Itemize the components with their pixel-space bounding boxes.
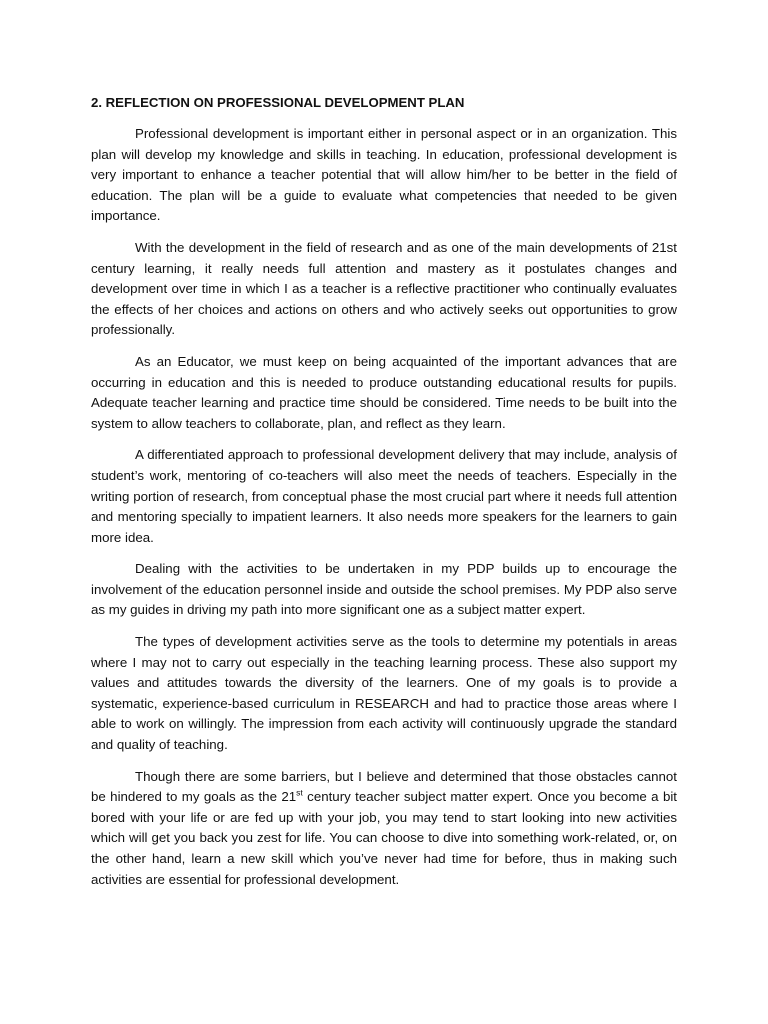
paragraph-5: Dealing with the activities to be undertaken in my PDP builds up to encourage the involvement of the education personnel inside and outside the school premises. My PDP also serve as my guides in driving my path into more significant one as a subject matter expert. <box>91 561 677 618</box>
paragraph-3: As an Educator, we must keep on being acquainted of the important advances that are occurring in education and this is needed to produce outstanding educational results for pupils. Adequate teacher learning and practice time should be considered. Time needs to be built into the system to allow teachers to collaborate, plan, and reflect as they learn. <box>91 353 677 431</box>
paragraph-6: The types of development activities serve as the tools to determine my potentials in areas where I may not to carry out especially in the teaching learning process. These also support my values and attitudes towards the diversity of the learners. One of my goals is to provide a systematic, experience-based curriculum in RESEARCH and had to practice those areas where I able to work on willingly. The impression from each activity will continuously upgrade the standard and quality of teaching. <box>91 634 677 753</box>
document-page <box>91 94 677 901</box>
ordinal-superscript: st <box>296 787 303 798</box>
paragraph-1: Professional development is important either in personal aspect or in an organization. This plan will develop my knowledge and skills in teaching. In education, professional development is very important to enhance a teacher potential that will allow him/her to be better in the field of education. The plan will be a guide to evaluate what competencies that needed to be given importance. <box>91 126 677 224</box>
paragraph-7-text-end: century teacher subject matter expert. Once you become a bit bored with your life or are fed up with your job, you may tend to start looking into new activities which will get you back you zest for life. You can choose to dive into something work-related, or, on the other hand, learn a new skill which you’ve never had time for before, thus in making such activities are essential for professional development. <box>91 789 678 887</box>
paragraph-7-text-start: Though there are some barriers, but I believe and determined that those obstacles cannot be hindered to my goals as the 21 <box>91 768 677 805</box>
paragraph-4: A differentiated approach to professional development delivery that may include, analysis of student’s work, mentoring of co-teachers will also meet the needs of teachers. Especially in the writing portion of research, from conceptual phase the most crucial part where it needs full attention and mentoring specially to impatient learners. It also needs more speakers for the learners to gain more idea. <box>91 447 677 545</box>
paragraph-7 <box>91 767 677 891</box>
section-heading: 2. REFLECTION ON PROFESSIONAL DEVELOPMENT PLAN <box>91 95 465 110</box>
paragraph-2: With the development in the field of research and as one of the main developments of 21st century learning, it really needs full attention and mastery as it postulates changes and development over time in which I as a teacher is a reflective practitioner who continually evaluates the effects of her choices and actions on others and who actively seeks out opportunities to grow professionally. <box>91 239 677 338</box>
